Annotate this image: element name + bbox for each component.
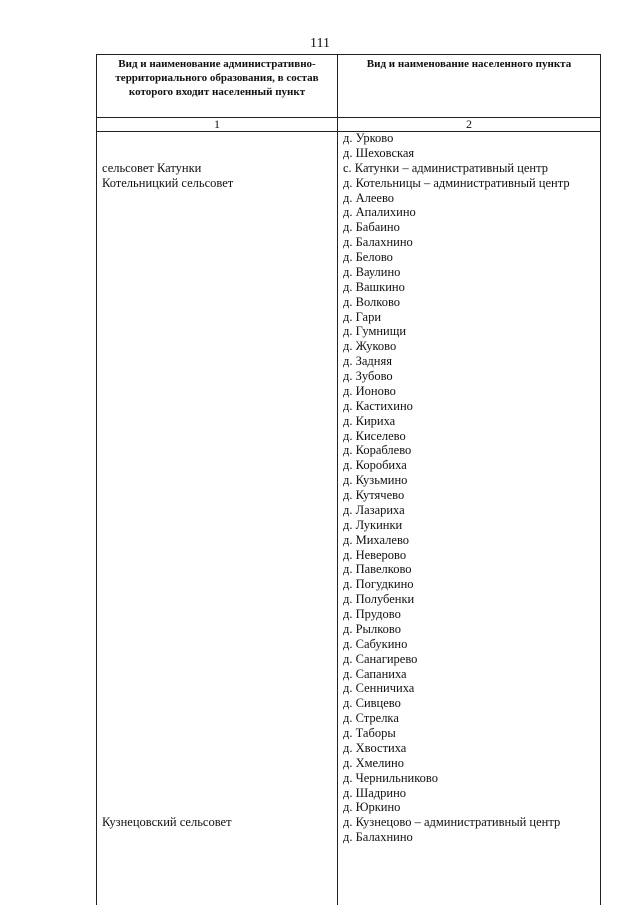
table-row bbox=[97, 711, 600, 726]
table-row bbox=[97, 518, 600, 533]
table-row bbox=[97, 800, 600, 815]
table-row bbox=[97, 429, 600, 444]
settlement-cell: д. Задняя bbox=[343, 354, 392, 369]
table-row bbox=[97, 131, 600, 146]
table-row bbox=[97, 726, 600, 741]
settlement-cell: д. Зубово bbox=[343, 369, 393, 383]
settlement-cell: д. Алеево bbox=[343, 190, 395, 205]
column-number-1: 1 bbox=[214, 117, 220, 131]
settlement-cell: д. Гари bbox=[343, 309, 382, 324]
settlement-cell: д. Санагирево bbox=[343, 651, 418, 666]
settlement-cell: д. Белово bbox=[343, 250, 393, 264]
settlement-cell: д. Стрелка bbox=[343, 711, 399, 726]
settlement-cell: д. Сабукино bbox=[343, 636, 408, 651]
table-row bbox=[97, 310, 600, 325]
settlement-cell: д. Лукинки bbox=[343, 517, 403, 532]
settlement-cell: д. Хмелино bbox=[343, 755, 404, 770]
header-col1: Вид и наименование административно-территориального образования, в состав которого входит населенный пункт bbox=[115, 58, 319, 98]
table-row bbox=[97, 250, 600, 265]
table-row bbox=[97, 339, 600, 354]
settlement-cell: д. Кузнецово – административный центр bbox=[343, 815, 561, 830]
table-row bbox=[97, 443, 600, 458]
settlement-cell: д. Погудкино bbox=[343, 577, 414, 592]
table-row bbox=[97, 220, 600, 235]
table-row bbox=[97, 667, 600, 682]
table-row bbox=[97, 399, 600, 414]
admin-unit-cell: сельсовет Катунки bbox=[102, 160, 202, 175]
settlement-cell: д. Ионово bbox=[343, 383, 396, 398]
settlement-cell: д. Сапаниха bbox=[343, 666, 407, 681]
table-row bbox=[97, 652, 600, 667]
settlement-cell: д. Шадрино bbox=[343, 785, 407, 800]
settlement-cell: с. Катунки – административный центр bbox=[343, 160, 548, 175]
settlements-table bbox=[96, 54, 601, 905]
settlement-cell: д. Чернильниково bbox=[343, 770, 438, 785]
table-row bbox=[97, 771, 600, 786]
settlement-cell: д. Балахнино bbox=[343, 235, 413, 250]
column-number-row bbox=[97, 117, 600, 132]
table-row bbox=[97, 622, 600, 637]
table-row bbox=[97, 191, 600, 206]
table-row bbox=[97, 756, 600, 771]
table-row bbox=[97, 146, 600, 161]
settlement-cell: д. Павелково bbox=[343, 562, 412, 577]
table-row bbox=[97, 503, 600, 518]
settlement-cell: д. Прудово bbox=[343, 607, 401, 621]
settlement-cell: д. Котельницы – административный центр bbox=[343, 175, 570, 190]
settlement-cell: д. Балахнино bbox=[343, 830, 413, 845]
table-row bbox=[97, 681, 600, 696]
admin-unit-cell: Котельницкий сельсовет bbox=[102, 175, 234, 190]
table-header bbox=[97, 55, 600, 118]
table-row bbox=[97, 384, 600, 399]
table-row bbox=[97, 562, 600, 577]
table-row bbox=[97, 354, 600, 369]
settlement-cell: д. Кириха bbox=[343, 413, 396, 428]
table-body bbox=[97, 131, 600, 845]
settlement-cell: д. Гумнищи bbox=[343, 324, 407, 339]
table-row bbox=[97, 548, 600, 563]
settlement-cell: д. Хвостиха bbox=[343, 740, 407, 755]
settlement-cell: д. Лазариха bbox=[343, 502, 405, 517]
table-row bbox=[97, 786, 600, 801]
table-row bbox=[97, 369, 600, 384]
settlement-cell: д. Михалево bbox=[343, 532, 410, 547]
table-row bbox=[97, 741, 600, 756]
settlement-cell: д. Апалихино bbox=[343, 205, 416, 220]
settlement-cell: д. Сивцево bbox=[343, 696, 401, 711]
settlement-cell: д. Кузьмино bbox=[343, 473, 408, 488]
table-row bbox=[97, 607, 600, 622]
settlement-cell: д. Жуково bbox=[343, 339, 397, 354]
settlement-cell: д. Неверово bbox=[343, 547, 407, 562]
settlement-cell: д. Шеховская bbox=[343, 145, 415, 160]
table-row bbox=[97, 280, 600, 295]
settlement-cell: д. Таборы bbox=[343, 726, 396, 740]
table-row bbox=[97, 414, 600, 429]
settlement-cell: д. Юркино bbox=[343, 800, 401, 815]
table-row bbox=[97, 577, 600, 592]
settlement-cell: д. Вашкино bbox=[343, 279, 405, 294]
table-row bbox=[97, 265, 600, 280]
settlement-cell: д. Сенничиха bbox=[343, 681, 415, 696]
table-row bbox=[97, 161, 600, 176]
table-row bbox=[97, 458, 600, 473]
settlement-cell: д. Бабаино bbox=[343, 220, 400, 235]
table-row bbox=[97, 176, 600, 191]
settlement-cell: д. Ваулино bbox=[343, 264, 401, 279]
settlement-cell: д. Рылково bbox=[343, 621, 401, 636]
table-row bbox=[97, 488, 600, 503]
table-row bbox=[97, 592, 600, 607]
table-row bbox=[97, 205, 600, 220]
settlement-cell: д. Кастихино bbox=[343, 398, 413, 413]
table-row bbox=[97, 473, 600, 488]
settlement-cell: д. Коробиха bbox=[343, 458, 407, 473]
table-row bbox=[97, 815, 600, 830]
table-row bbox=[97, 637, 600, 652]
settlement-cell: д. Полубенки bbox=[343, 592, 415, 607]
settlement-cell: д. Кораблево bbox=[343, 443, 412, 458]
header-col2: Вид и наименование населенного пункта bbox=[366, 58, 572, 70]
table-row bbox=[97, 324, 600, 339]
table-row bbox=[97, 696, 600, 711]
table-row bbox=[97, 533, 600, 548]
settlement-cell: д. Киселево bbox=[343, 428, 406, 443]
admin-unit-cell: Кузнецовский сельсовет bbox=[102, 815, 232, 830]
column-number-2: 2 bbox=[466, 117, 472, 131]
table-row bbox=[97, 295, 600, 310]
table-row bbox=[97, 235, 600, 250]
page-number: 111 bbox=[310, 36, 330, 51]
settlement-cell: д. Урково bbox=[343, 131, 394, 145]
table-row bbox=[97, 830, 600, 845]
settlement-cell: д. Кутячево bbox=[343, 488, 405, 502]
settlement-cell: д. Волково bbox=[343, 294, 401, 309]
